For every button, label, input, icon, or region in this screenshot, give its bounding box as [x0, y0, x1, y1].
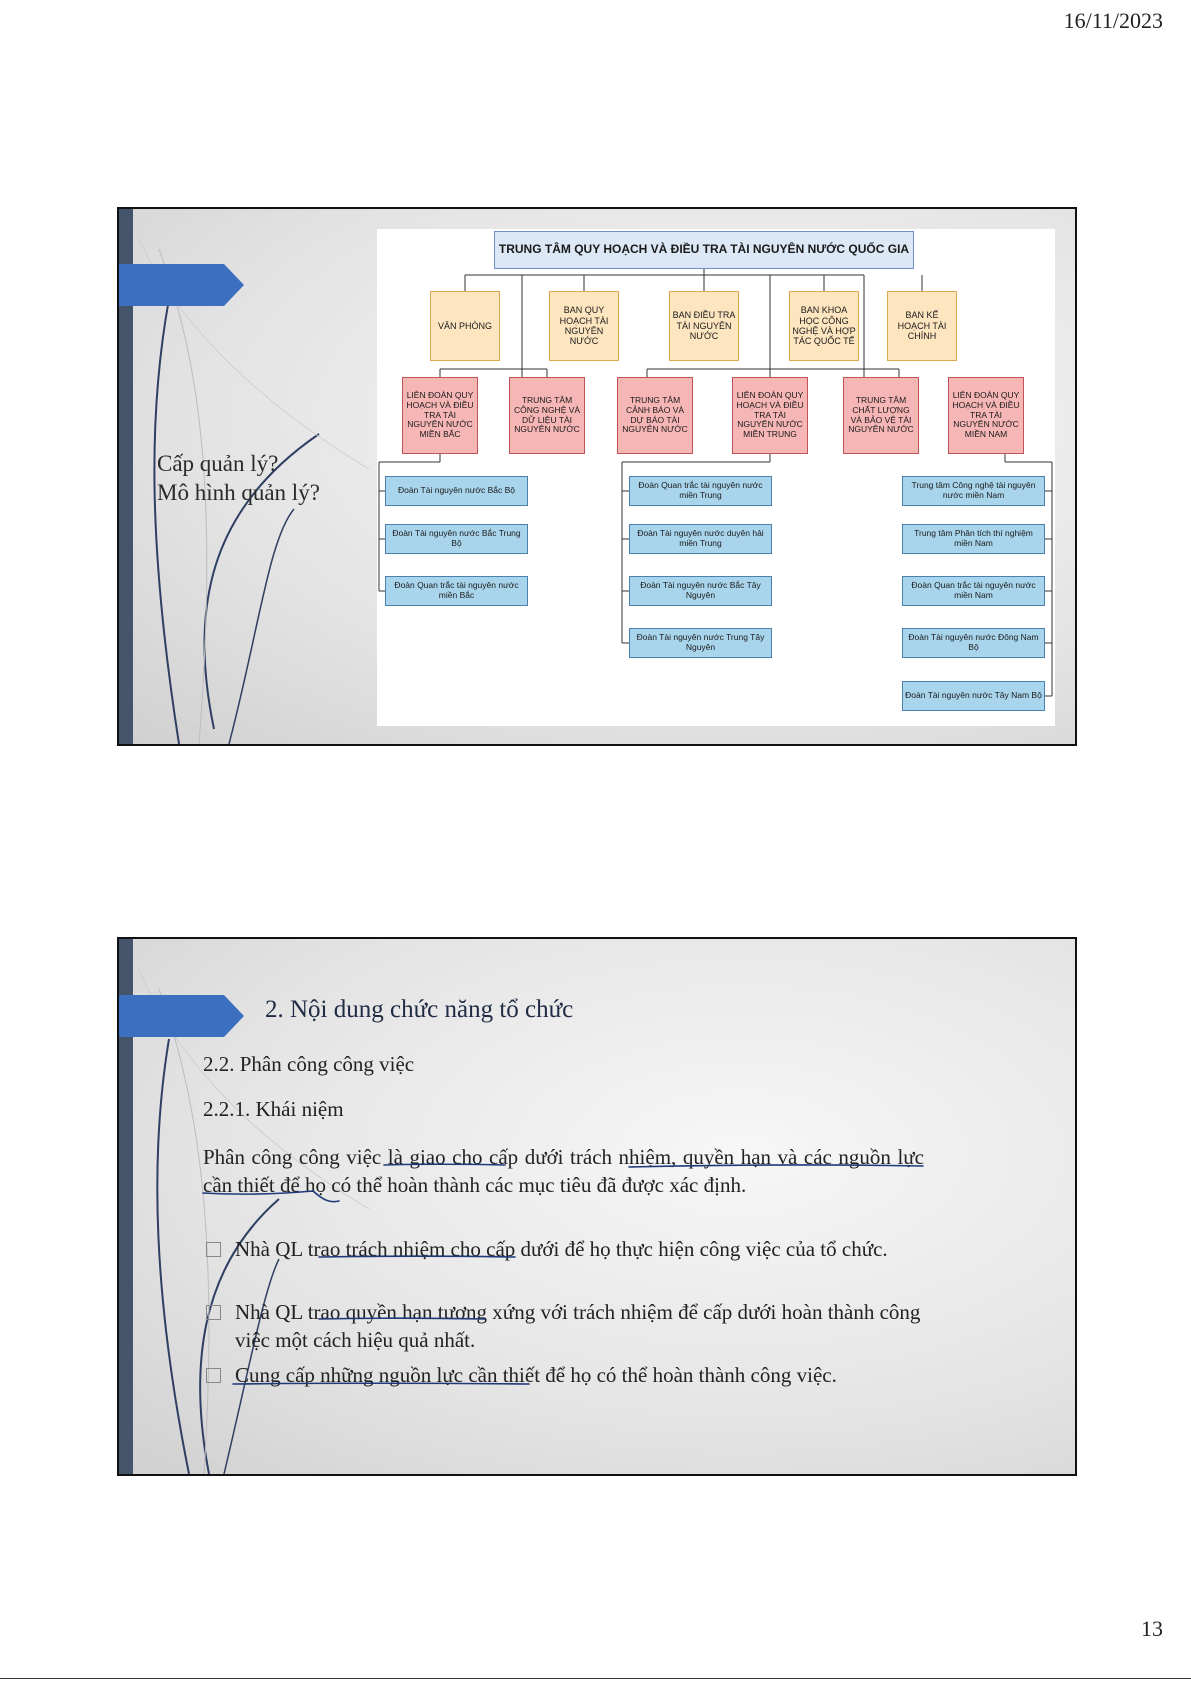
page-number: 13: [1141, 1616, 1163, 1641]
arrow-tab: [119, 264, 244, 306]
team-node-south: Trung tâm Công nghệ tài nguyên nước miền Nam: [902, 476, 1045, 506]
bullet-text: Nhà QL trao trách nhiệm cho cấp dưới để họ thực hiện công việc của tổ chức.: [235, 1237, 888, 1261]
team-node-central: Đoàn Quan trắc tài nguyên nước miền Trung: [629, 476, 772, 506]
org-root-node: TRUNG TÂM QUY HOẠCH VÀ ĐIỀU TRA TÀI NGUYÊN NƯỚC QUỐC GIA: [494, 231, 914, 269]
unit-node: TRUNG TÂM CẢNH BÁO VÀ DỰ BÁO TÀI NGUYÊN NƯỚC: [617, 377, 693, 454]
bullet-text: Nhà QL trao quyền hạn tương xứng với trách nhiệm để cấp dưới hoàn thành công việc một cách hiệu quả nhất.: [235, 1300, 921, 1352]
page-date: 16/11/2023: [1063, 8, 1163, 33]
team-node-north: Đoàn Tài nguyên nước Bắc Bộ: [385, 476, 528, 506]
team-node-north: Đoàn Quan trắc tài nguyên nước miền Bắc: [385, 576, 528, 606]
team-node-south: Trung tâm Phân tích thí nghiệm miền Nam: [902, 524, 1045, 554]
unit-node: TRUNG TÂM CÔNG NGHỆ VÀ DỮ LIỆU TÀI NGUYÊN NƯỚC: [509, 377, 585, 454]
slide-task-assignment: [117, 937, 1077, 1476]
bullet-text: Cung cấp những nguồn lực cần thiết để họ có thể hoàn thành công việc.: [235, 1363, 837, 1387]
bottom-rule: [0, 1678, 1191, 1679]
unit-node: LIÊN ĐOÀN QUY HOẠCH VÀ ĐIỀU TRA TÀI NGUYÊN NƯỚC MIỀN NAM: [948, 377, 1024, 454]
dept-node: BAN ĐIỀU TRA TÀI NGUYÊN NƯỚC: [669, 291, 739, 361]
slide-title: 2. Nội dung chức năng tổ chức: [265, 996, 574, 1023]
team-node-central: Đoàn Tài nguyên nước Bắc Tây Nguyên: [629, 576, 772, 606]
bullet-box-icon: [206, 1368, 221, 1383]
org-chart: [377, 229, 1055, 726]
bullet-box-icon: [206, 1305, 221, 1320]
bullet-box-icon: [206, 1242, 221, 1257]
unit-node: TRUNG TÂM CHẤT LƯỢNG VÀ BẢO VỆ TÀI NGUYÊN NƯỚC: [843, 377, 919, 454]
question-model: Mô hình quản lý?: [157, 480, 320, 505]
team-node-central: Đoàn Tài nguyên nước duyên hải miền Trung: [629, 524, 772, 554]
team-node-south: Đoàn Tài nguyên nước Đông Nam Bộ: [902, 628, 1045, 658]
bullet-item: [203, 1361, 935, 1389]
dept-node: BAN KHOA HỌC CÔNG NGHỆ VÀ HỢP TÁC QUỐC TẾ: [789, 291, 859, 361]
subsection-heading: 2.2.1. Khái niệm: [203, 1097, 344, 1121]
dept-node: VĂN PHÒNG: [430, 291, 500, 361]
question-level: Cấp quản lý?: [157, 451, 279, 476]
unit-node: LIÊN ĐOÀN QUY HOẠCH VÀ ĐIỀU TRA TÀI NGUYÊN NƯỚC MIỀN TRUNG: [732, 377, 808, 454]
definition-paragraph: Phân công công việc là giao cho cấp dưới trách nhiệm, quyền hạn và các nguồn lực cần thiết để họ có thể hoàn thành các mục tiêu đã được xác định.: [203, 1145, 924, 1197]
slide-org-chart: [117, 207, 1077, 746]
team-node-north: Đoàn Tài nguyên nước Bắc Trung Bộ: [385, 524, 528, 554]
dept-node: BAN KẾ HOẠCH TÀI CHÍNH: [887, 291, 957, 361]
team-node-central: Đoàn Tài nguyên nước Trung Tây Nguyên: [629, 628, 772, 658]
unit-node: LIÊN ĐOÀN QUY HOẠCH VÀ ĐIỀU TRA TÀI NGUYÊN NƯỚC MIỀN BẮC: [402, 377, 478, 454]
bullet-item: [203, 1235, 935, 1263]
management-questions: [157, 449, 320, 507]
section-heading: 2.2. Phân công công việc: [203, 1052, 415, 1076]
arrow-tab: [119, 995, 244, 1037]
team-node-south: Đoàn Quan trắc tài nguyên nước miền Nam: [902, 576, 1045, 606]
handwritten-underlines: [119, 939, 1075, 1474]
bullet-item: [203, 1298, 935, 1354]
team-node-south: Đoàn Tài nguyên nước Tây Nam Bộ: [902, 681, 1045, 711]
dept-node: BAN QUY HOẠCH TÀI NGUYÊN NƯỚC: [549, 291, 619, 361]
